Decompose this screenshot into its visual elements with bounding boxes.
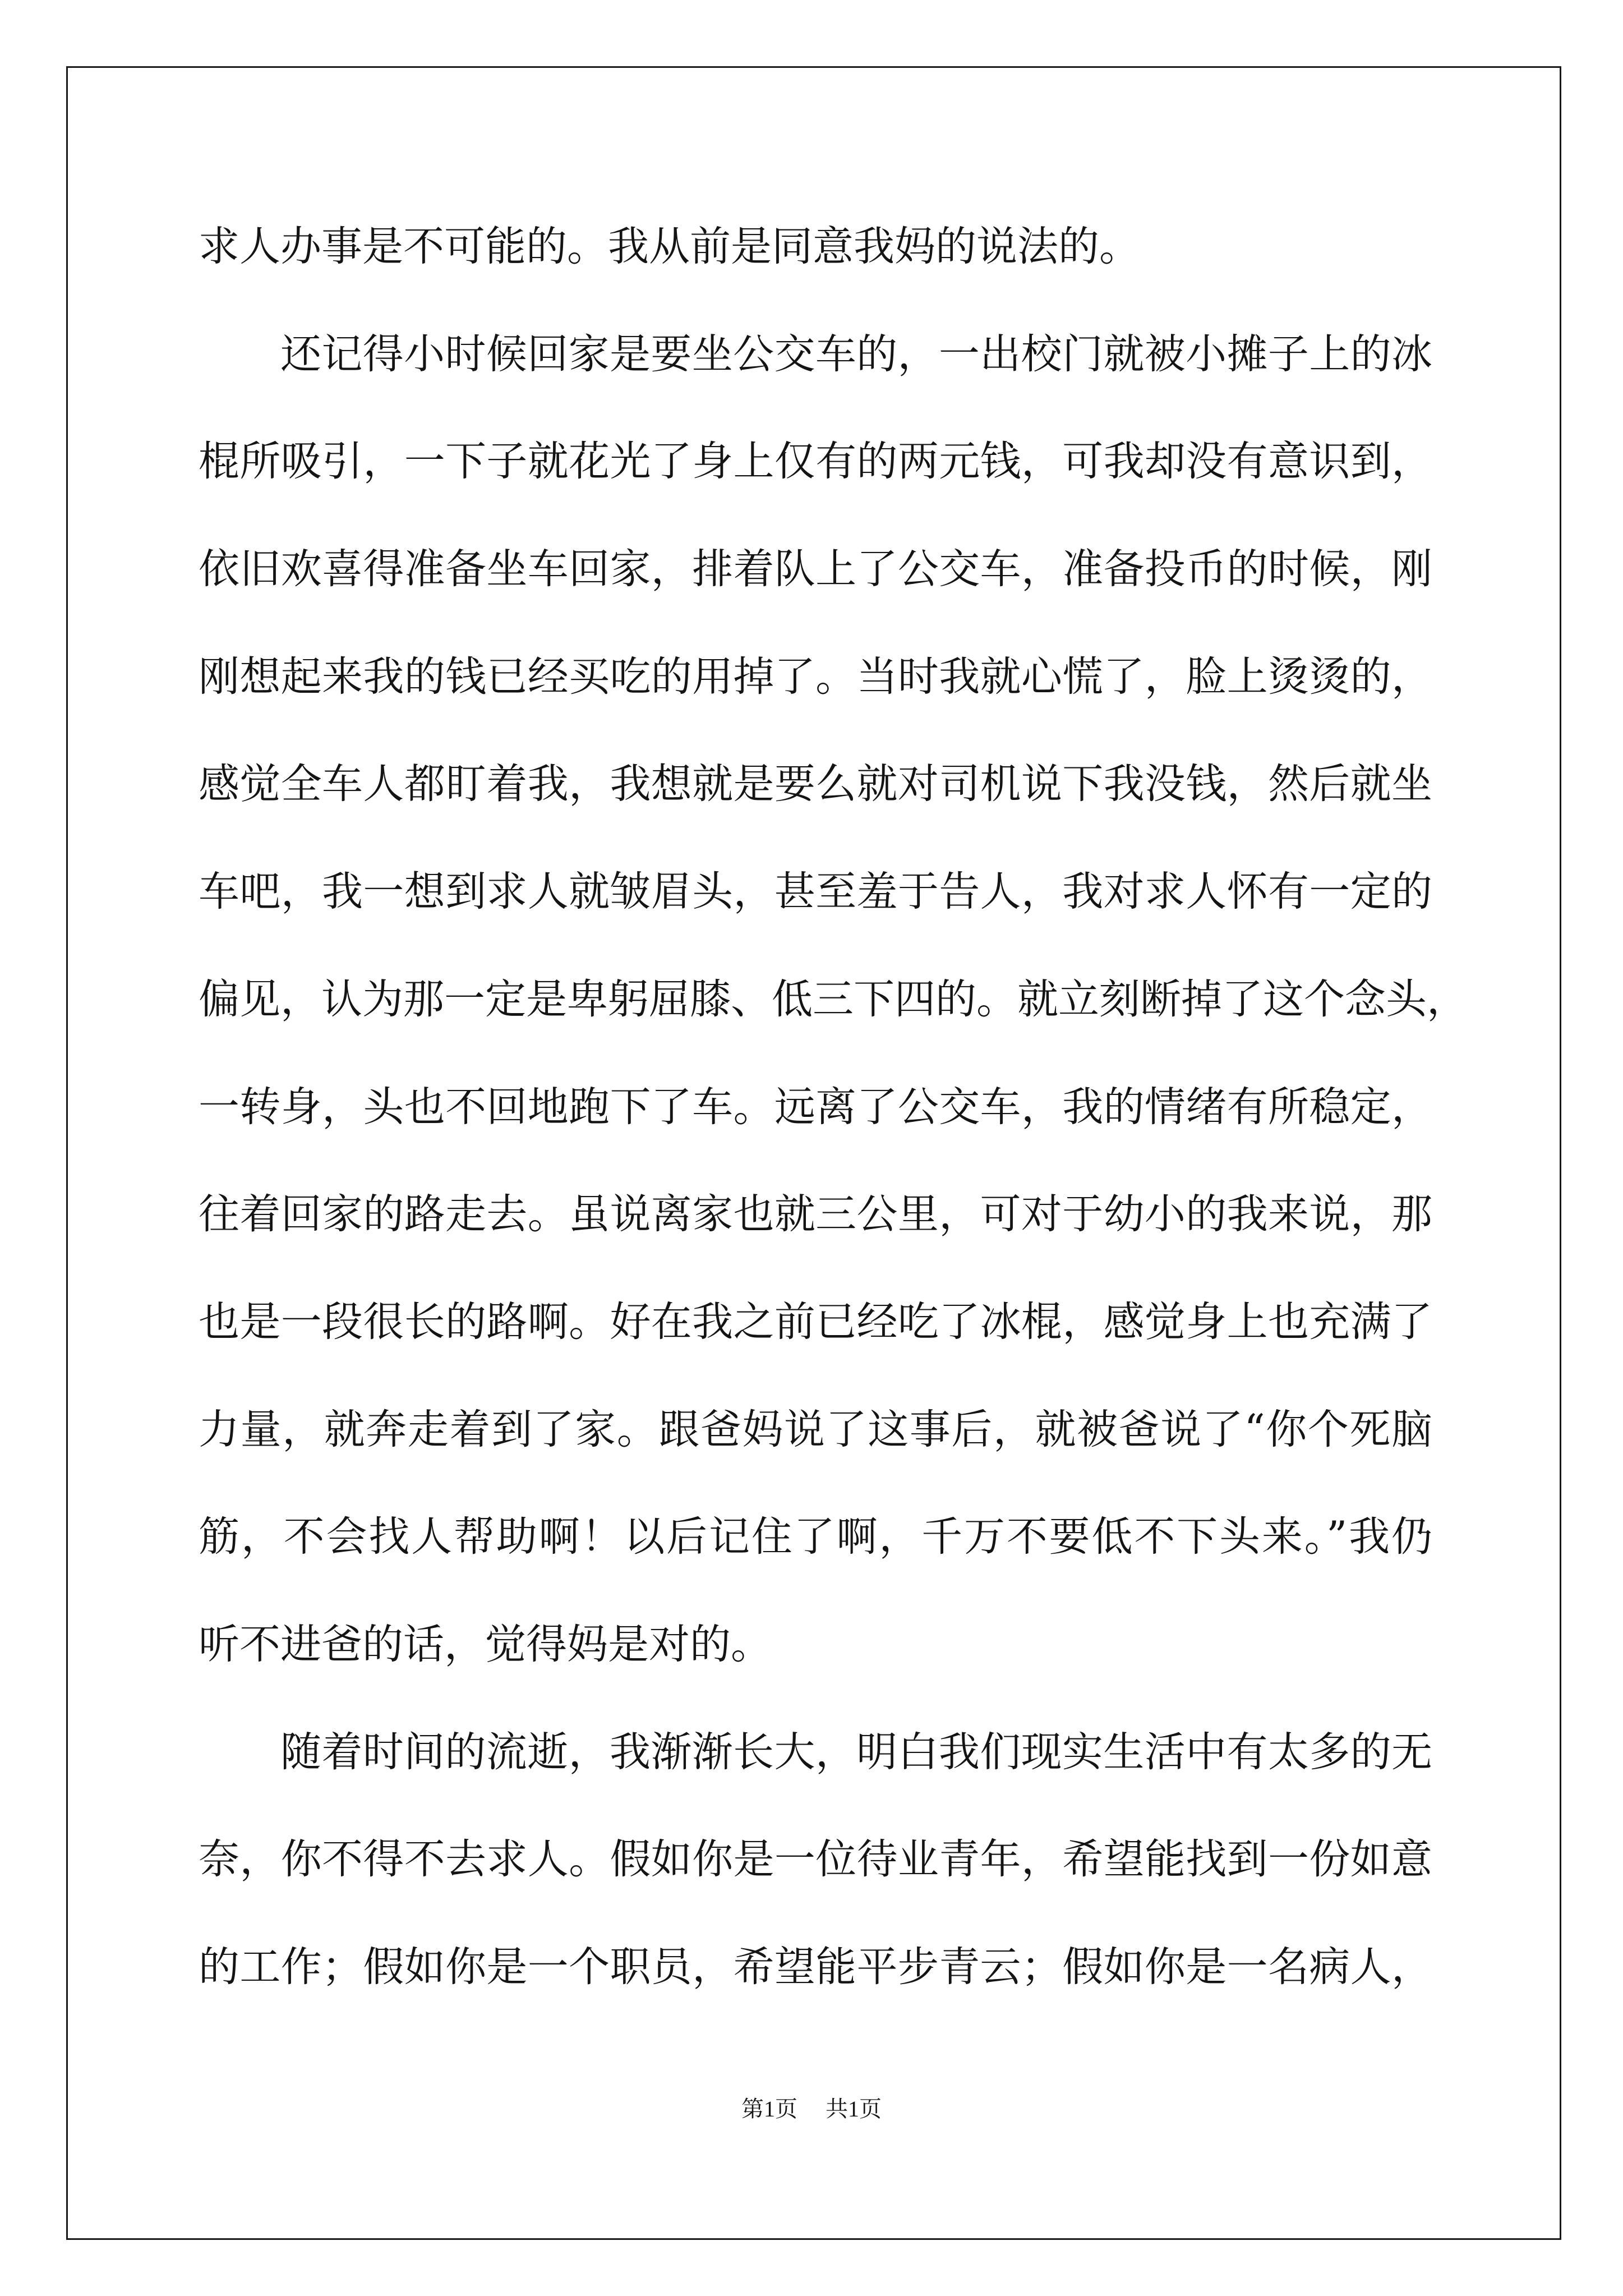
text-line: 奈，你不得不去求人。假如你是一位待业青年，希望能找到一份如意 [199, 1835, 1432, 1884]
text-line: 偏见，认为那一定是卑躬屈膝、低三下四的。就立刻断掉了这个念头， [199, 975, 1468, 1023]
text-line: 的工作；假如你是一个职员，希望能平步青云；假如你是一名病人， [199, 1943, 1432, 1991]
text-line: 一转身，头也不回地跑下了车。远离了公交车，我的情绪有所稳定， [199, 1083, 1432, 1131]
paragraph [199, 301, 1468, 1699]
text-line: 感觉全车人都盯着我，我想就是要么就对司机说下我没钱，然后就坐 [199, 760, 1432, 808]
text-line: 听不进爸的话，觉得妈是对的。 [199, 1620, 772, 1668]
page-footer [0, 2091, 1623, 2127]
text-line: 还记得小时候回家是要坐公交车的，一出校门就被小摊子上的冰 [280, 330, 1432, 378]
paragraph [199, 193, 1432, 301]
page-number: 第1页 [741, 2096, 797, 2122]
text-line: 刚想起来我的钱已经买吃的用掉了。当时我就心慌了，脸上烫烫的， [199, 652, 1432, 701]
text-line: 车吧，我一想到求人就皱眉头，甚至羞于告人，我对求人怀有一定的 [199, 868, 1432, 916]
text-line: 往着回家的路走去。虽说离家也就三公里，可对于幼小的我来说，那 [199, 1190, 1432, 1239]
page-count: 共1页 [826, 2096, 882, 2122]
text-line: 力量，就奔走着到了家。跟爸妈说了这事后，就被爸说了“你个死脑 [199, 1405, 1432, 1453]
text-line: 依旧欢喜得准备坐车回家，排着队上了公交车，准备投币的时候，刚 [199, 545, 1432, 593]
text-line: 也是一段很长的路啊。好在我之前已经吃了冰棍，感觉身上也充满了 [199, 1297, 1432, 1346]
document-body [199, 193, 1468, 2021]
text-line: 求人办事是不可能的。我从前是同意我妈的说法的。 [199, 223, 1140, 270]
text-line: 随着时间的流逝，我渐渐长大，明白我们现实生活中有太多的无 [280, 1728, 1432, 1776]
paragraph [199, 1699, 1432, 2021]
text-line: 筋，不会找人帮助啊！以后记住了啊，千万不要低不下头来。”我仍 [199, 1513, 1432, 1561]
text-line: 棍所吸引，一下子就花光了身上仅有的两元钱，可我却没有意识到， [199, 438, 1432, 486]
